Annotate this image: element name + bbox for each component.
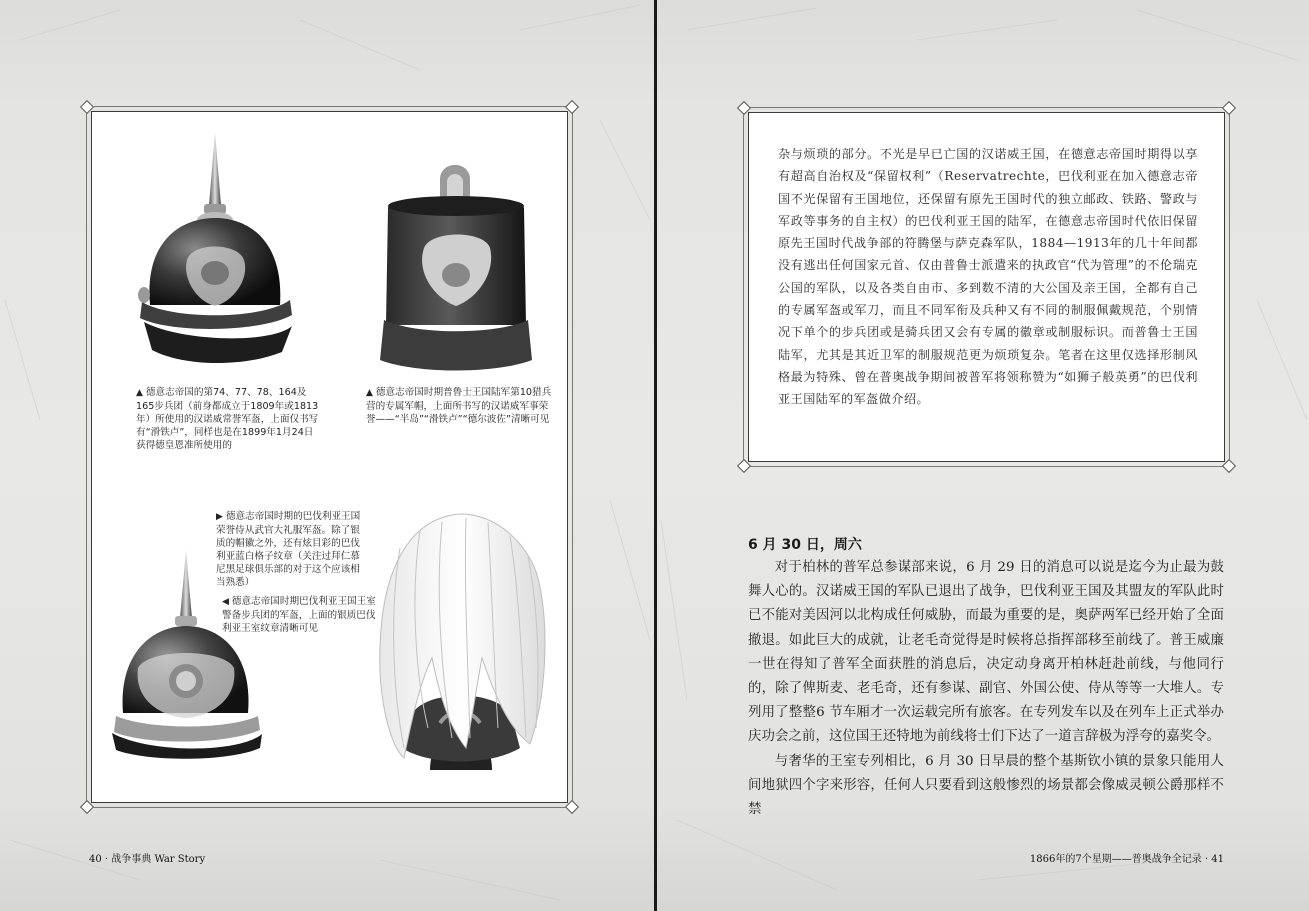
frame-corner-ornament — [565, 800, 579, 814]
sidebar-box-text: 杂与烦琐的部分。不光是早已亡国的汉诺威王国，在德意志帝国时期得以享有超高自治权及“保留权利”（Reservatrechte，巴伐利亚在加入德意志帝国不光保留有王国地位，还保留有原先王国时代的独立邮政、铁路、警政与军政等事务的自主权）的巴伐利亚王国的陆军，在德意志帝国时代依旧保留原先王国时代战争部的符腾堡与萨克森军队，1884—1913年的几十年间都没有逃出任何国家元首、仅由普鲁士派遣来的执政官“代为管理”的不伦瑞克公国的军队，以及各类自由市、多到数不清的大公国及亲王国，全都有自己的专属军盔或军刀，而且不同军衔及兵种又有不同的制服佩戴规范，个别情况下单个的步兵团或是骑兵团又会有专属的徽章或制服标识。而普鲁士王国陆军，尤其是其近卫军的制服规范更为烦琐复杂。笔者在这里仅选择形制风格最为特殊、曾在普奥战争期间被普军将领称赞为“如狮子般英勇”的巴伐利亚王国陆军的军盔做介绍。 — [778, 147, 1198, 407]
frame-corner-ornament — [565, 100, 579, 114]
shako-jaeger-photo — [376, 160, 536, 375]
caption-marker: ▶ — [216, 512, 223, 522]
body-text — [748, 556, 1224, 822]
page-number-right: 1866年的7个星期——普奥战争全记录 · 41 — [1029, 854, 1224, 865]
caption-text: 德意志帝国时期普鲁士王国陆军第10猎兵营的专属军帽，上面所书写的汉诺威军事荣誉——“半岛”“滑铁卢”“德尔波佐”清晰可见 — [366, 387, 552, 425]
frame-corner-ornament — [80, 100, 94, 114]
page-number-left: 40 · 战争事典 War Story — [89, 854, 206, 865]
caption-bavarian-infantry — [222, 595, 378, 635]
caption-text: 德意志帝国时期的巴伐利亚王国荣誉侍从武官大礼服军盔。除了银质的帽徽之外，还有炫目彩的巴伐利亚蓝白格子纹章（关注过拜仁慕尼黑足球俱乐部的对于这个应该相当熟悉） — [216, 511, 361, 588]
pickelhaube-hanover-photo — [132, 130, 298, 375]
caption-text: 德意志帝国的第74、77、78、164及165步兵团（前身都成立于1809年或1813年）所使用的汉诺威常誉军盔，上面仅书写有“滑铁卢”，同样也是在1899年1月24日获得德皇恩准所使用的 — [136, 387, 319, 451]
caption-marker: ◀ — [222, 597, 229, 607]
caption-marker: ▲ — [136, 388, 143, 398]
caption-bavarian-guard-plume — [216, 510, 368, 589]
bavarian-plumed-helmet-photo — [370, 508, 552, 780]
body-paragraph: 与奢华的王室专列相比，6 月 30 日早晨的整个基斯钦小镇的景象只能用人间地狱四个字来形容，任何人只要看到这般惨烈的场景都会像威灵顿公爵那样不禁 — [748, 753, 1224, 818]
caption-marker: ▲ — [366, 388, 373, 398]
frame-corner-ornament — [80, 800, 94, 814]
caption-shako-jaeger — [366, 386, 552, 426]
body-paragraph: 对于柏林的普军总参谋部来说，6 月 29 日的消息可以说是迄今为止最为鼓舞人心的。汉诺威王国的军队已退出了战争，巴伐利亚王国及其盟友的军队此时已不能对美因河以北构成任何威胁，而最为重要的是，奥萨两军已经开始了全面撤退。如此巨大的成就，让老毛奇觉得是时候将总指挥部移至前线了。普王威廉一世在得知了普军全面获胜的消息后，决定动身离开柏林赶赴前线，与他同行的，除了俾斯麦、老毛奇，还有参谋、副官、外国公使、侍从等等一大堆人。专列用了整整6 节车厢才一次运载完所有旅客。在专列发车以及在列车上正式举办庆功会之前，这位国王还特地为前线将士们下达了一道言辞极为浮夸的嘉奖令。 — [748, 560, 1224, 745]
left-page — [0, 0, 654, 911]
section-heading: 6 月 30 日，周六 — [748, 537, 862, 553]
caption-pickelhaube-hanover — [136, 386, 322, 452]
caption-text: 德意志帝国时期巴伐利亚王国王室警备步兵团的军盔，上面的银质巴伐利亚王室纹章清晰可见 — [222, 596, 376, 634]
